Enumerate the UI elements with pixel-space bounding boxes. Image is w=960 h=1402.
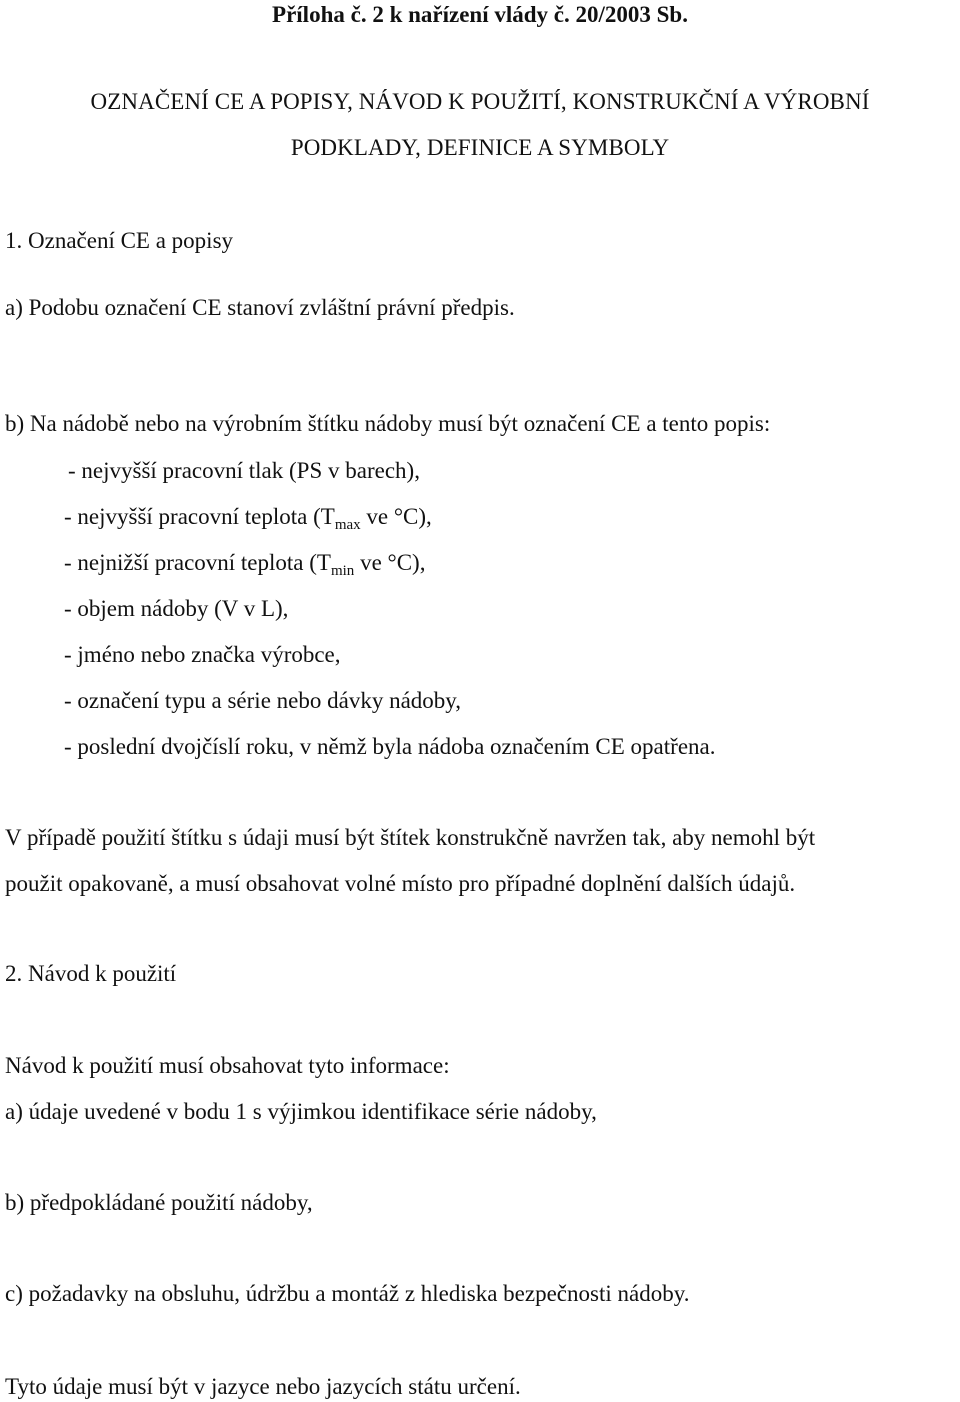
list-item-text: - nejnižší pracovní teplota (T bbox=[64, 550, 331, 575]
language-requirement: Tyto údaje musí být v jazyce nebo jazycích státu určení. bbox=[5, 1374, 521, 1399]
instructions-point-c: c) požadavky na obsluhu, údržbu a montáž z hlediska bezpečnosti nádoby. bbox=[5, 1281, 690, 1306]
section-1-point-b: b) Na nádobě nebo na výrobním štítku nádoby musí být označení CE a tento popis: bbox=[5, 411, 771, 436]
plate-paragraph-line-2: použit opakovaně, a musí obsahovat volné místo pro případné doplnění dalších údajů. bbox=[5, 871, 796, 896]
section-1-title: 1. Označení CE a popisy bbox=[5, 228, 234, 253]
list-item-manufacturer: - jméno nebo značka výrobce, bbox=[64, 642, 341, 667]
list-item-text: - nejvyšší pracovní teplota (T bbox=[64, 504, 335, 529]
document-title: Příloha č. 2 k nařízení vlády č. 20/2003 Sb. bbox=[272, 2, 688, 27]
list-item-max-temperature bbox=[64, 504, 432, 533]
subscript-min: min bbox=[330, 563, 355, 579]
instructions-point-b: b) předpokládané použití nádoby, bbox=[5, 1190, 313, 1215]
list-item-type-series: - označení typu a série nebo dávky nádoby, bbox=[64, 688, 462, 713]
list-item-text: ve °C), bbox=[360, 504, 432, 529]
list-item-max-pressure: - nejvyšší pracovní tlak (PS v barech), bbox=[68, 458, 420, 483]
subscript-max: max bbox=[334, 517, 361, 533]
list-item-year: - poslední dvojčíslí roku, v němž byla nádoba označením CE opatřena. bbox=[64, 734, 716, 759]
plate-paragraph-line-1: V případě použití štítku s údaji musí být štítek konstrukčně navržen tak, aby nemohl být bbox=[5, 825, 816, 850]
heading-line-2: PODKLADY, DEFINICE A SYMBOLY bbox=[290, 135, 670, 160]
list-item-text: ve °C), bbox=[354, 550, 426, 575]
heading-line-1: OZNAČENÍ CE A POPISY, NÁVOD K POUŽITÍ, KONSTRUKČNÍ A VÝROBNÍ bbox=[90, 89, 870, 114]
instructions-intro: Návod k použití musí obsahovat tyto informace: bbox=[5, 1053, 450, 1078]
section-2-title: 2. Návod k použití bbox=[5, 961, 177, 986]
section-1-point-a: a) Podobu označení CE stanoví zvláštní právní předpis. bbox=[5, 295, 515, 320]
list-item-volume: - objem nádoby (V v L), bbox=[64, 596, 289, 621]
instructions-point-a: a) údaje uvedené v bodu 1 s výjimkou identifikace série nádoby, bbox=[5, 1099, 597, 1124]
list-item-min-temperature bbox=[64, 550, 426, 579]
